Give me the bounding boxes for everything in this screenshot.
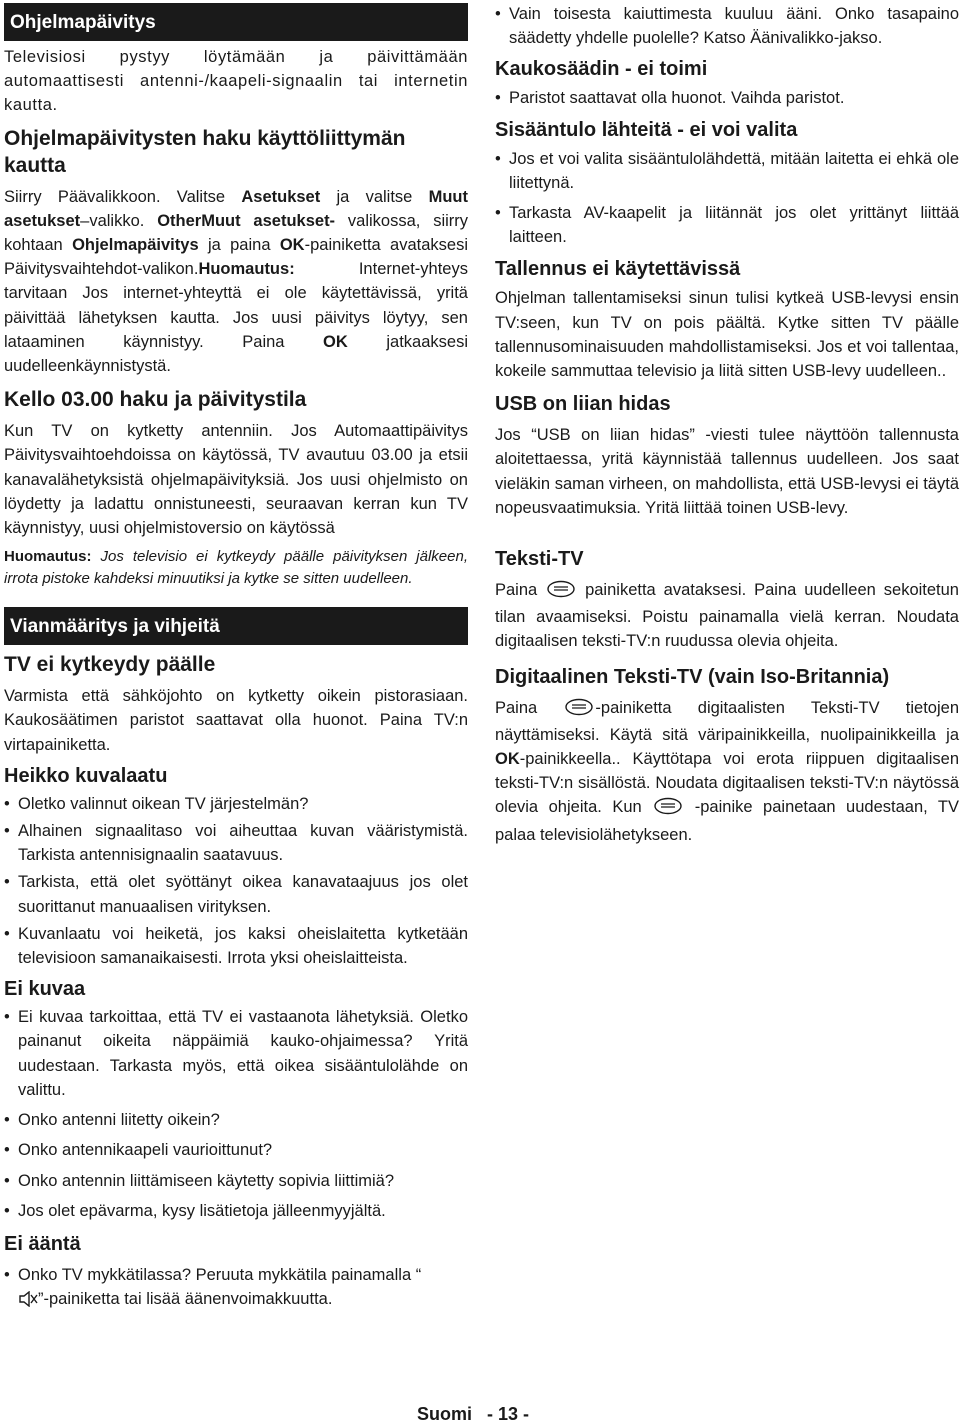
teletext-icon (652, 797, 684, 822)
list-item: • Onko TV mykkätilassa? Peruuta mykkätila painamalla “ ”-painiketta tai lisää äänenvoimakkuutta. (4, 1263, 468, 1314)
section-banner-vianmaaritys: Vianmääritys ja vihjeitä (4, 607, 468, 645)
heading-ohjelmapaivitysten-haku: Ohjelmapäivitysten haku käyttöliittymän kautta (4, 126, 406, 177)
mute-icon (18, 1290, 38, 1314)
heading-sisaantulo: Sisääntulo lähteitä - ei voi valita (495, 118, 798, 141)
right-column (495, 0, 959, 847)
heading-ei-aanta: Ei ääntä (4, 1232, 81, 1255)
left-column (4, 0, 468, 1314)
kuvaa-list (4, 1005, 468, 1223)
list-item: • Onko antennikaapeli vaurioittunut? (4, 1138, 468, 1162)
menu-paragraph: Siirry Päävalikkoon. Valitse Asetukset ja valitse Muut asetukset–valikko. OtherMuut asetukset- valikossa, siirry kohtaan Ohjelmapäivitys ja paina OK-painiketta avataksesi Päivitysvaihtehdot-valikon.Huomautus: Internet-yhteys tarvitaan Jos internet-yhteyttä ei ole käytettävissä, yritä päivittää lähetyksen kautta. Jos uusi päivitys löytyy, sen lataaminen käynnistyy. Paina OK jatkaaksesi uudelleenkäynnistystä. (4, 187, 469, 376)
list-item: • Jos et voi valita sisääntulolähdettä, mitään laitetta ei ehkä ole liitettynä. (495, 147, 959, 195)
list-item: • Onko antenni liitetty oikein? (4, 1108, 468, 1132)
intro-paragraph: Televisiosi pystyy löytämään ja päivittämään automaattisesti antenni-/kaapeli-signaalin tai internetin kautta. (4, 48, 468, 115)
heading-teksti-tv: Teksti-TV (495, 548, 584, 571)
list-item: • Tarkasta AV-kaapelit ja liitännät jos olet yrittänyt liittää laitteen. (495, 201, 959, 249)
teletext-icon (545, 580, 577, 605)
heading-tallennus: Tallennus ei käytettävissä (495, 258, 741, 281)
tallennus-paragraph: Ohjelman tallentamiseksi sinun tulisi kytkeä USB-levysi ensin TV:seen, kun TV on pois päältä. Kytke sitten TV päälle tallennusominaisuuden mahdollistamiseksi. Jos et voi tallentaa, kokeile sammuttaa televisio ja liitä sitten USB-levy uudelleen.. (495, 289, 959, 381)
tv-paragraph: Varmista että sähköjohto on kytketty oikein pistorasiaan. Kaukosäätimen paristot saattavat olla huonot. Paina TV:n virtapainiketta. (4, 687, 468, 754)
teletext-icon (563, 698, 595, 723)
teksti-paragraph: Paina painiketta avataksesi. Paina uudelleen sekoitetun tilan avaamiseksi. Poistu painamalla vielä kerran. Noudata digitaalisen teksti-TV:n ruudussa olevia ohjeita. (495, 581, 959, 651)
page-number: - 13 - (487, 1404, 530, 1424)
heading-ei-kuvaa: Ei kuvaa (4, 978, 86, 1001)
list-item: • Alhainen signaalitaso voi aiheuttaa kuvan vääristymistä. Tarkista antennisignaalin saatavuus. (4, 819, 468, 867)
footer-language: Suomi (417, 1404, 473, 1424)
heading-digitaalinen-teksti-tv: Digitaalinen Teksti-TV (vain Iso-Britannia) (495, 665, 890, 688)
usb-paragraph: Jos “USB on liian hidas” -viesti tulee näyttöön tallennusta aloitettaessa, yritä käynnistää tallennus uudelleen. Jos saat vieläkin saman virheen, on mahdollista, että USB-levysi ei täytä nopeusvaatimuksia. Yritä liittää toinen USB-levy. (495, 426, 959, 517)
list-item: • Ei kuvaa tarkoittaa, että TV ei vastaanota lähetyksiä. Oletko painanut oikeita näppäimiä kauko-ohjaimessa? Yritä uudestaan. Tarkasta myös, että oikea sisääntulolähde on valittu. (4, 1005, 468, 1102)
digi-paragraph: Paina -painiketta digitaalisten Teksti-TV tietojen näyttämiseksi. Käytä sitä väripainikkeilla, nuolipainikkeilla ja OK-painikkeella.. Käyttötapa voi erota riippuen digitaalisen teksti-TV:n sisällöstä. Noudata digitaalisen teksti-TV:n näytössä olevia ohjeita. Kun -painike painetaan uudestaan, TV palaa televisiolähetykseen. (495, 698, 960, 844)
kello-paragraph: Kun TV on kytketty antenniin. Jos Automaattipäivitys Päivitysvaihtoehdoissa on käytössä, TV avautuu 03.00 ja etsii kanavalähetyksistä ohjelmapäivityksiä. Jos uusi ohjelmisto on löydetty ja ladattu onnistuneesti, seuraavan kerran kun TV käynnistyy, uusi ohjelmistoversio on käytössä (4, 422, 468, 538)
list-item: • Vain toisesta kaiuttimesta kuuluu ääni. Onko tasapaino säädetty yhdelle puolelle? Katso Äänivalikko-jakso. (495, 2, 959, 50)
heading-usb-hidas: USB on liian hidas (495, 393, 671, 416)
update-note: Huomautus: Jos televisio ei kytkeydy päälle päivityksen jälkeen, irrota pistoke kahdeksi minuutiksi ja kytke se sitten uudelleen. (4, 548, 468, 587)
list-item: • Jos olet epävarma, kysy lisätietoja jälleenmyyjältä. (4, 1199, 468, 1223)
list-item: • Oletko valinnut oikean TV järjestelmän? (4, 792, 468, 816)
list-item: • Onko antennin liittämiseen käytetty sopivia liittimiä? (4, 1169, 468, 1193)
heading-tv-ei-kytkeydy: TV ei kytkeydy päälle (4, 653, 216, 677)
page-footer (417, 1404, 529, 1425)
list-item: • Paristot saattavat olla huonot. Vaihda paristot. (495, 86, 959, 110)
heading-kello: Kello 03.00 haku ja päivitystila (4, 388, 307, 412)
heading-heikko-kuvalaatu: Heikko kuvalaatu (4, 764, 168, 787)
heikko-list (4, 792, 468, 970)
list-item: • Tarkista, että olet syöttänyt oikea kanavataajuus jos olet suorittanut manuaalisen virityksen. (4, 870, 468, 918)
section-banner-ohjelmapaivitys: Ohjelmapäivitys (4, 3, 468, 41)
list-item: • Kuvanlaatu voi heiketä, jos kaksi oheislaitetta kytketään televisioon samanaikaisesti. Irrota yksi oheislaitteista. (4, 922, 468, 970)
heading-kaukosaadin: Kaukosäädin - ei toimi (495, 58, 708, 81)
